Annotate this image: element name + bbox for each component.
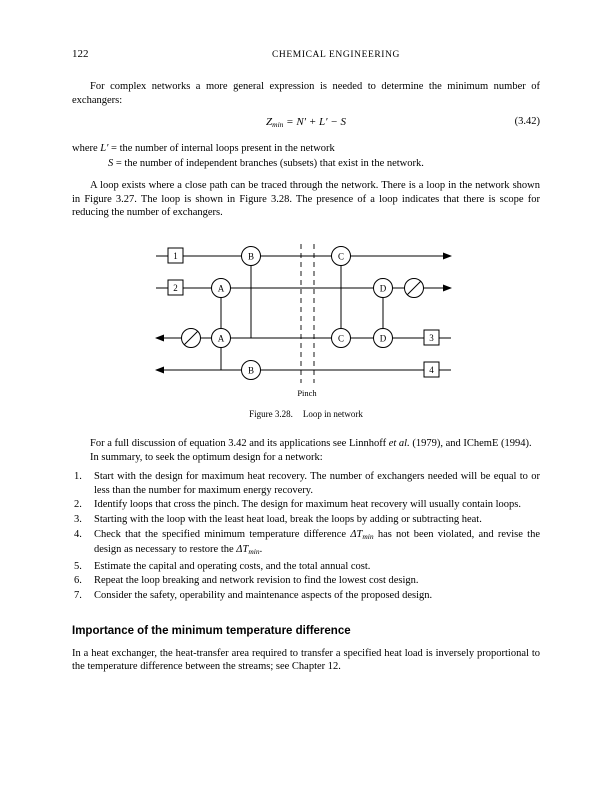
equation-where-block [72, 141, 540, 171]
exchanger-label-b-bottom: B [247, 365, 255, 376]
where-line-2-text: = the number of independent branches (subsets) that exist in the network. [113, 158, 424, 170]
section-heading: Importance of the minimum temperature difference [72, 624, 351, 637]
step-number: 3. [74, 513, 82, 525]
stream-box-label-1: 1 [173, 250, 178, 261]
symbol-s: S [108, 158, 114, 170]
delta-t-min-symbol-2: ΔT [236, 544, 249, 556]
figure-3-28 [72, 238, 540, 403]
page-number: 122 [72, 48, 89, 60]
figure-network-diagram [146, 238, 466, 403]
pinch-label: Pinch [297, 387, 317, 398]
list-item [72, 528, 540, 559]
list-item [72, 574, 540, 588]
step-text: Repeat the loop breaking and network revision to find the lowest cost design. [94, 575, 419, 587]
step-number: 6. [74, 575, 82, 587]
step-text: Identify loops that cross the pinch. The design for maximum heat recovery will usually contain loops. [94, 499, 522, 511]
list-item [72, 498, 540, 512]
equation-lhs: Z [266, 116, 273, 129]
equation-3-42 [72, 116, 540, 132]
exchanger-nodes [212, 246, 393, 379]
figure-caption-label: Figure 3.28. [249, 408, 293, 419]
exchanger-label-c-top: C [337, 251, 345, 262]
list-item [72, 589, 540, 603]
where-prefix: where [72, 143, 101, 155]
stream-box-label-2: 2 [173, 282, 178, 293]
exchanger-label-a-upper: A [217, 283, 225, 294]
stream-box-label-4: 4 [429, 364, 434, 375]
exchanger-label-c-lower: C [337, 333, 345, 344]
exchanger-label-d-upper: D [379, 283, 387, 294]
step-text: Consider the safety, operability and maintenance aspects of the proposed design. [94, 589, 433, 601]
equation-lhs-subscript: min [272, 120, 284, 130]
list-item [72, 470, 540, 497]
delta-t-min-subscript-2: min [248, 547, 260, 557]
where-line-2 [108, 156, 540, 171]
where-line-1 [72, 141, 540, 156]
paragraph-loop-definition: A loop exists where a close path can be traced through the network. There is a loop in the network shown in Figure 3.27. The loop is shown in Figure 3.28. The presence of a loop indicates that there is scope for reducing the number of exchangers. [72, 180, 540, 219]
stream-number-boxes [168, 248, 439, 377]
where-line-1-text: = the number of internal loops present in the network [108, 143, 335, 155]
exchanger-connectors [221, 256, 383, 370]
delta-t-min-subscript: min [362, 531, 374, 541]
step-number: 5. [74, 560, 82, 572]
figure-caption [72, 409, 540, 419]
summary-steps-list [72, 470, 540, 602]
pinch-lines [301, 244, 314, 383]
paragraph-summary-lead: In summary, to seek the optimum design for a network: [90, 451, 323, 463]
paragraph-full-discussion: For a full discussion of equation 3.42 and its applications see Linnhoff et al. (1979), and IChemE (1994). [90, 437, 532, 449]
step-text: Starting with the loop with the least heat load, break the loops by adding or subtracting heat. [94, 513, 482, 525]
et-al-italic: et al. [388, 437, 410, 449]
exchanger-label-a-lower: A [217, 333, 225, 344]
step-number: 4. [74, 528, 82, 540]
stream-box-label-3: 3 [429, 332, 434, 343]
exchanger-label-d-lower: D [379, 333, 387, 344]
running-title: CHEMICAL ENGINEERING [271, 50, 400, 60]
equation-expression [72, 116, 540, 129]
exchanger-label-b-top: B [247, 251, 255, 262]
page-header [72, 48, 540, 62]
delta-t-min-symbol: ΔT [350, 528, 363, 540]
step-text: Start with the design for maximum heat recovery. The number of exchangers needed will be equal to or less than the number for maximum energy recovery. [94, 471, 540, 496]
paragraph-heat-exchanger: In a heat exchanger, the heat-transfer area required to transfer a specified heat load is inversely proportional to the temperature difference between the streams; see Chapter 12. [72, 647, 540, 673]
figure-caption-text: Loop in network [302, 408, 363, 419]
step-number: 7. [74, 589, 82, 601]
stream-lines [156, 256, 451, 370]
equation-rhs: = N′ + L′ − S [286, 116, 346, 129]
paragraph-intro: For complex networks a more general expression is needed to determine the minimum number of exchangers: [72, 81, 540, 106]
symbol-l-prime: L′ [100, 143, 109, 155]
step-number: 1. [74, 471, 82, 483]
step-text: Estimate the capital and operating costs, and the total annual cost. [94, 560, 371, 572]
step-text: Check that the specified minimum temperature difference ΔTmin has not been violated, and revise the design as necessary to restore the ΔTmin. [94, 528, 540, 557]
list-item [72, 513, 540, 527]
step-number: 2. [74, 499, 82, 511]
equation-number: (3.42) [514, 116, 540, 128]
list-item [72, 560, 540, 574]
